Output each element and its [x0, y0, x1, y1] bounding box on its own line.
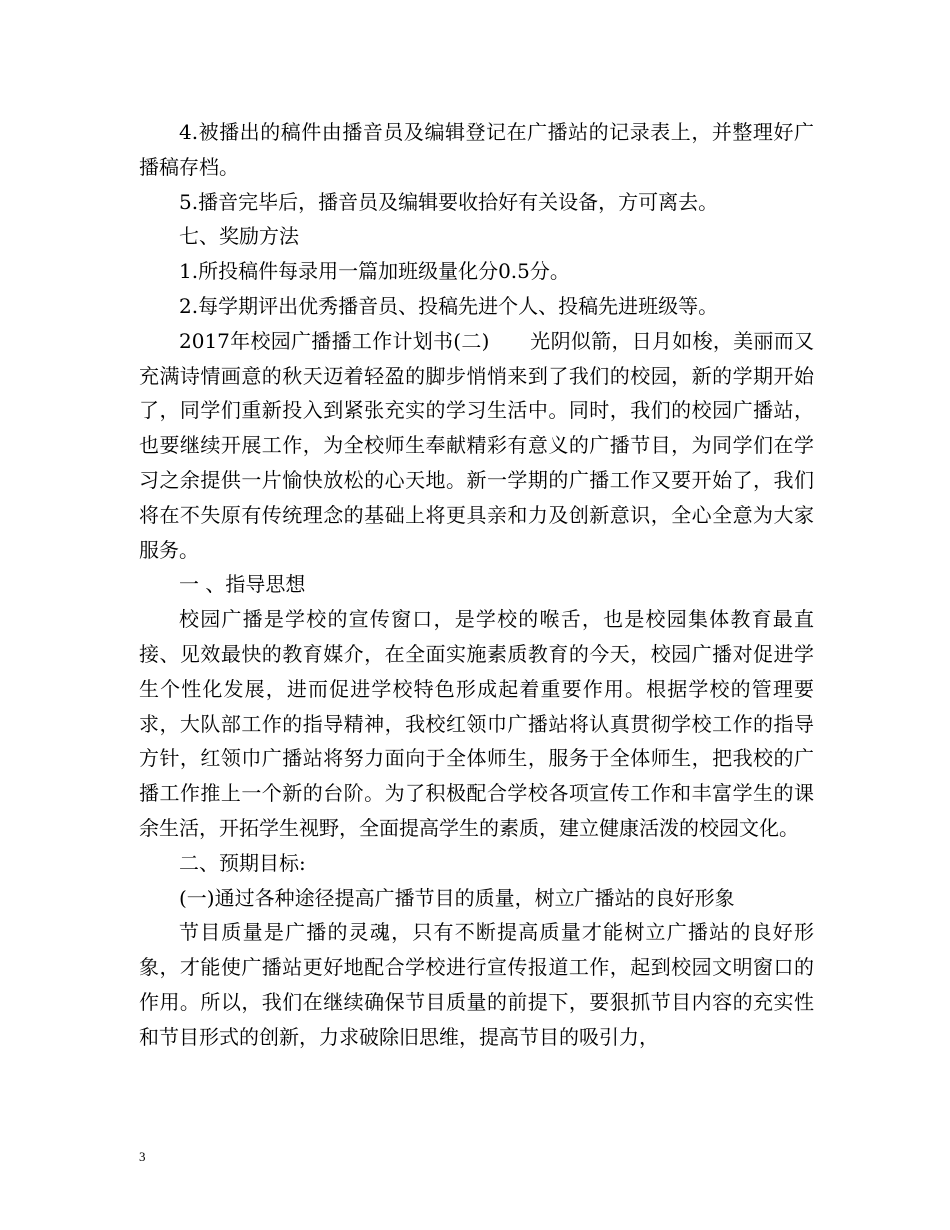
paragraph-item-4: 4.被播出的稿件由播音员及编辑登记在广播站的记录表上，并整理好广播稿存档。	[139, 120, 814, 179]
paragraph-reward-2: 2.每学期评出优秀播音员、投稿先进个人、投稿先进班级等。	[179, 293, 719, 318]
paragraph-item-5: 5.播音完毕后，播音员及编辑要收拾好有关设备，方可离去。	[179, 189, 719, 214]
section-heading-guiding-thought: 一 、指导思想	[179, 572, 306, 597]
subheading-goal-1: (一)通过各种途径提高广播节目的质量，树立广播站的良好形象	[179, 885, 735, 910]
section-heading-expected-goals: 二、预期目标:	[179, 850, 306, 875]
paragraph-goal-1: 节目质量是广播的灵魂，只有不断提高质量才能树立广播站的良好形象，才能使广播站更好地配合学校进行宣传报道工作，起到校园文明窗口的作用。所以，我们在继续确保节目质量的前提下，要狠抓节目内容的充实性和节目形式的创新，力求破除旧思维，提高节目的吸引力，	[139, 920, 814, 1049]
paragraph-reward-1: 1.所投稿件每录用一篇加班级量化分0.5分。	[179, 259, 570, 284]
document-body	[139, 115, 814, 1055]
paragraph-plan-intro: 2017年校园广播播工作计划书(二) 光阴似箭，日月如梭，美丽而又充满诗情画意的秋天迈着轻盈的脚步悄悄来到了我们的校园，新的学期开始了，同学们重新投入到紧张充实的学习生活中。同时，我们的校园广播站，也要继续开展工作，为全校师生奉献精彩有意义的广播节目，为同学们在学习之余提供一片愉快放松的心天地。新一学期的广播工作又要开始了，我们将在不失原有传统理念的基础上将更具亲和力及创新意识，全心全意为大家服务。	[139, 328, 814, 562]
paragraph-guiding-thought: 校园广播是学校的宣传窗口，是学校的喉舌，也是校园集体教育最直接、见效最快的教育媒介，在全面实施素质教育的今天，校园广播对促进学生个性化发展，进而促进学校特色形成起着重要作用。根据学校的管理要求，大队部工作的指导精神，我校红领巾广播站将认真贯彻学校工作的指导方针，红领巾广播站将努力面向于全体师生，服务于全体师生，把我校的广播工作推上一个新的台阶。为了积极配合学校各项宣传工作和丰富学生的课余生活，开拓学生视野，全面提高学生的素质，建立健康活泼的校园文化。	[139, 607, 814, 840]
page-number: 3	[139, 1149, 146, 1164]
section-heading-rewards: 七、奖励方法	[179, 224, 299, 249]
